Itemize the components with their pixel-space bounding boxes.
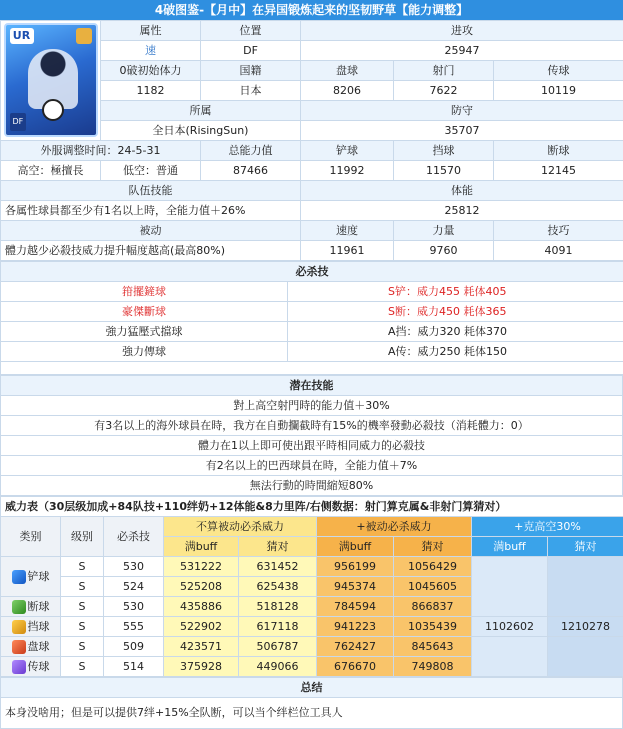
label-dribble: 盘球	[301, 61, 394, 81]
air-empty	[472, 557, 548, 617]
special-header: 必杀技	[1, 262, 623, 282]
special-table	[0, 261, 623, 375]
power-value: 449066	[239, 657, 317, 677]
potential-table	[0, 375, 623, 496]
power-value: 617118	[239, 617, 317, 637]
power-value: 676670	[317, 657, 394, 677]
label-speed: 速度	[301, 221, 394, 241]
power-value: 506787	[239, 637, 317, 657]
value-total: 87466	[201, 161, 301, 181]
value-shoot: 7622	[394, 81, 494, 101]
power-level: S	[61, 577, 104, 597]
value-position: DF	[201, 41, 301, 61]
potential-item: 對上高空射門時的能力值＋30%	[1, 396, 623, 416]
label-shoot: 射门	[394, 61, 494, 81]
value-defense: 35707	[301, 121, 623, 141]
air-guess-value: 1210278	[548, 617, 623, 637]
special-name: 強力猛壓式擋球	[1, 322, 288, 342]
power-value: 762427	[317, 637, 394, 657]
label-passive: 被动	[1, 221, 301, 241]
value-pass: 10119	[494, 81, 623, 101]
power-skill: 555	[104, 617, 164, 637]
label-attack: 进攻	[301, 21, 623, 41]
special-name: 箝擺鏟球	[1, 282, 288, 302]
power-level: S	[61, 637, 104, 657]
catch-icon	[12, 620, 26, 634]
power-level: S	[61, 617, 104, 637]
power-value: 1056429	[394, 557, 472, 577]
power-skill: 530	[104, 597, 164, 617]
power-category: 断球	[1, 597, 61, 617]
pass-icon	[12, 660, 26, 674]
special-name: 強力傳球	[1, 342, 288, 362]
power-head-category: 类别	[1, 517, 61, 557]
label-nationality: 国籍	[201, 61, 301, 81]
power-head-group1: 不算被动必杀威力	[164, 517, 317, 537]
special-desc: S断：威力450 耗体365	[288, 302, 623, 322]
label-catch: 挡球	[394, 141, 494, 161]
value-attack: 25947	[301, 41, 623, 61]
power-value: 1035439	[394, 617, 472, 637]
value-team-skill: 各属性球員都至少有1名以上時，全能力值＋26%	[1, 201, 301, 221]
power-value: 784594	[317, 597, 394, 617]
power-category: 传球	[1, 657, 61, 677]
air-low: 低空：普通	[101, 161, 201, 181]
power-head-guess: 猜对	[394, 537, 472, 557]
rarity-badge: UR	[10, 28, 34, 44]
special-desc: A传：威力250 耗体150	[288, 342, 623, 362]
summary-text: 本身没啥用；但是可以提供7绊+15%全队断，可以当个绊栏位工具人	[1, 698, 623, 729]
power-category: 挡球	[1, 617, 61, 637]
spacer	[1, 362, 623, 375]
power-value: 845643	[394, 637, 472, 657]
power-value: 866837	[394, 597, 472, 617]
gift-icon	[76, 28, 92, 44]
adjust-time: 外服调整时间：24-5-31	[1, 141, 201, 161]
value-technique: 4091	[494, 241, 623, 261]
tackle-icon	[12, 570, 26, 584]
power-head-group3: +克高空30%	[472, 517, 623, 537]
value-nationality: 日本	[201, 81, 301, 101]
label-team: 所属	[101, 101, 301, 121]
value-speed: 11961	[301, 241, 394, 261]
label-technique: 技巧	[494, 221, 623, 241]
dribble-icon	[12, 640, 26, 654]
value-tackle: 11992	[301, 161, 394, 181]
power-value: 941223	[317, 617, 394, 637]
value-dribble: 8206	[301, 81, 394, 101]
power-level: S	[61, 557, 104, 577]
power-table	[0, 496, 623, 677]
summary-header: 总结	[1, 678, 623, 698]
value-attribute: 速	[101, 41, 201, 61]
value-passive: 體力越少必殺技威力提升幅度越高(最高80%)	[1, 241, 301, 261]
player-card	[4, 23, 98, 137]
soccer-ball-icon	[42, 99, 64, 121]
power-value: 525208	[164, 577, 239, 597]
info-table	[0, 20, 623, 261]
value-catch: 11570	[394, 161, 494, 181]
power-head-level: 级别	[61, 517, 104, 557]
air-empty	[548, 557, 623, 617]
potential-item: 無法行動的時間縮短80%	[1, 476, 623, 496]
block-icon	[12, 600, 26, 614]
special-desc: S铲：威力455 耗体405	[288, 282, 623, 302]
label-base-stamina: 0破初始体力	[101, 61, 201, 81]
power-head-full: 满buff	[317, 537, 394, 557]
power-title: 威力表（30层级加成+84队技+110绊奶+12体能&8力里阵/右侧数据：射门算克属&非射门算猜对）	[1, 497, 623, 517]
power-category: 铲球	[1, 557, 61, 597]
power-value: 956199	[317, 557, 394, 577]
label-position: 位置	[201, 21, 301, 41]
label-attribute: 属性	[101, 21, 201, 41]
power-skill: 530	[104, 557, 164, 577]
potential-item: 有3名以上的海外球員在時，我方在自動攔截時有15%的機率發動必殺技（消耗體力：0）	[1, 416, 623, 436]
power-value: 522902	[164, 617, 239, 637]
value-block: 12145	[494, 161, 623, 181]
label-tackle: 铲球	[301, 141, 394, 161]
power-skill: 524	[104, 577, 164, 597]
label-pass: 传球	[494, 61, 623, 81]
label-stamina: 体能	[301, 181, 623, 201]
value-team: 全日本(RisingSun)	[101, 121, 301, 141]
power-value: 518128	[239, 597, 317, 617]
power-value: 531222	[164, 557, 239, 577]
label-total: 总能力值	[201, 141, 301, 161]
power-value: 435886	[164, 597, 239, 617]
power-head-full: 满buff	[472, 537, 548, 557]
air-high: 高空：極擅長	[1, 161, 101, 181]
power-level: S	[61, 597, 104, 617]
label-block: 断球	[494, 141, 623, 161]
power-head-guess: 猜对	[239, 537, 317, 557]
power-value: 423571	[164, 637, 239, 657]
power-head-full: 满buff	[164, 537, 239, 557]
value-base-stamina: 1182	[101, 81, 201, 101]
page-title: 4破图鉴-【月中】在异国锻炼起来的坚韧野草【能力调整】	[0, 0, 623, 20]
card-cell	[1, 21, 101, 141]
power-category: 盘球	[1, 637, 61, 657]
special-name: 豪傑斷球	[1, 302, 288, 322]
value-stamina: 25812	[301, 201, 623, 221]
label-team-skill: 队伍技能	[1, 181, 301, 201]
value-power: 9760	[394, 241, 494, 261]
potential-item: 有2名以上的巴西球員在時，全能力值＋7%	[1, 456, 623, 476]
power-value: 749808	[394, 657, 472, 677]
special-desc: A挡：威力320 耗体370	[288, 322, 623, 342]
power-skill: 509	[104, 637, 164, 657]
power-value: 625438	[239, 577, 317, 597]
power-value: 375928	[164, 657, 239, 677]
air-empty	[472, 637, 548, 677]
power-value: 1045605	[394, 577, 472, 597]
power-value: 945374	[317, 577, 394, 597]
power-head-group2: +被动必杀威力	[317, 517, 472, 537]
power-level: S	[61, 657, 104, 677]
power-value: 631452	[239, 557, 317, 577]
power-head-skill: 必杀技	[104, 517, 164, 557]
potential-item: 體力在1以上即可使出跟平時相同威力的必殺技	[1, 436, 623, 456]
air-empty	[548, 637, 623, 677]
power-skill: 514	[104, 657, 164, 677]
potential-header: 潜在技能	[1, 376, 623, 396]
power-head-guess: 猜对	[548, 537, 623, 557]
label-defense: 防守	[301, 101, 623, 121]
air-full-value: 1102602	[472, 617, 548, 637]
position-tag: DF	[10, 113, 27, 131]
summary-table	[0, 677, 623, 729]
label-power: 力量	[394, 221, 494, 241]
